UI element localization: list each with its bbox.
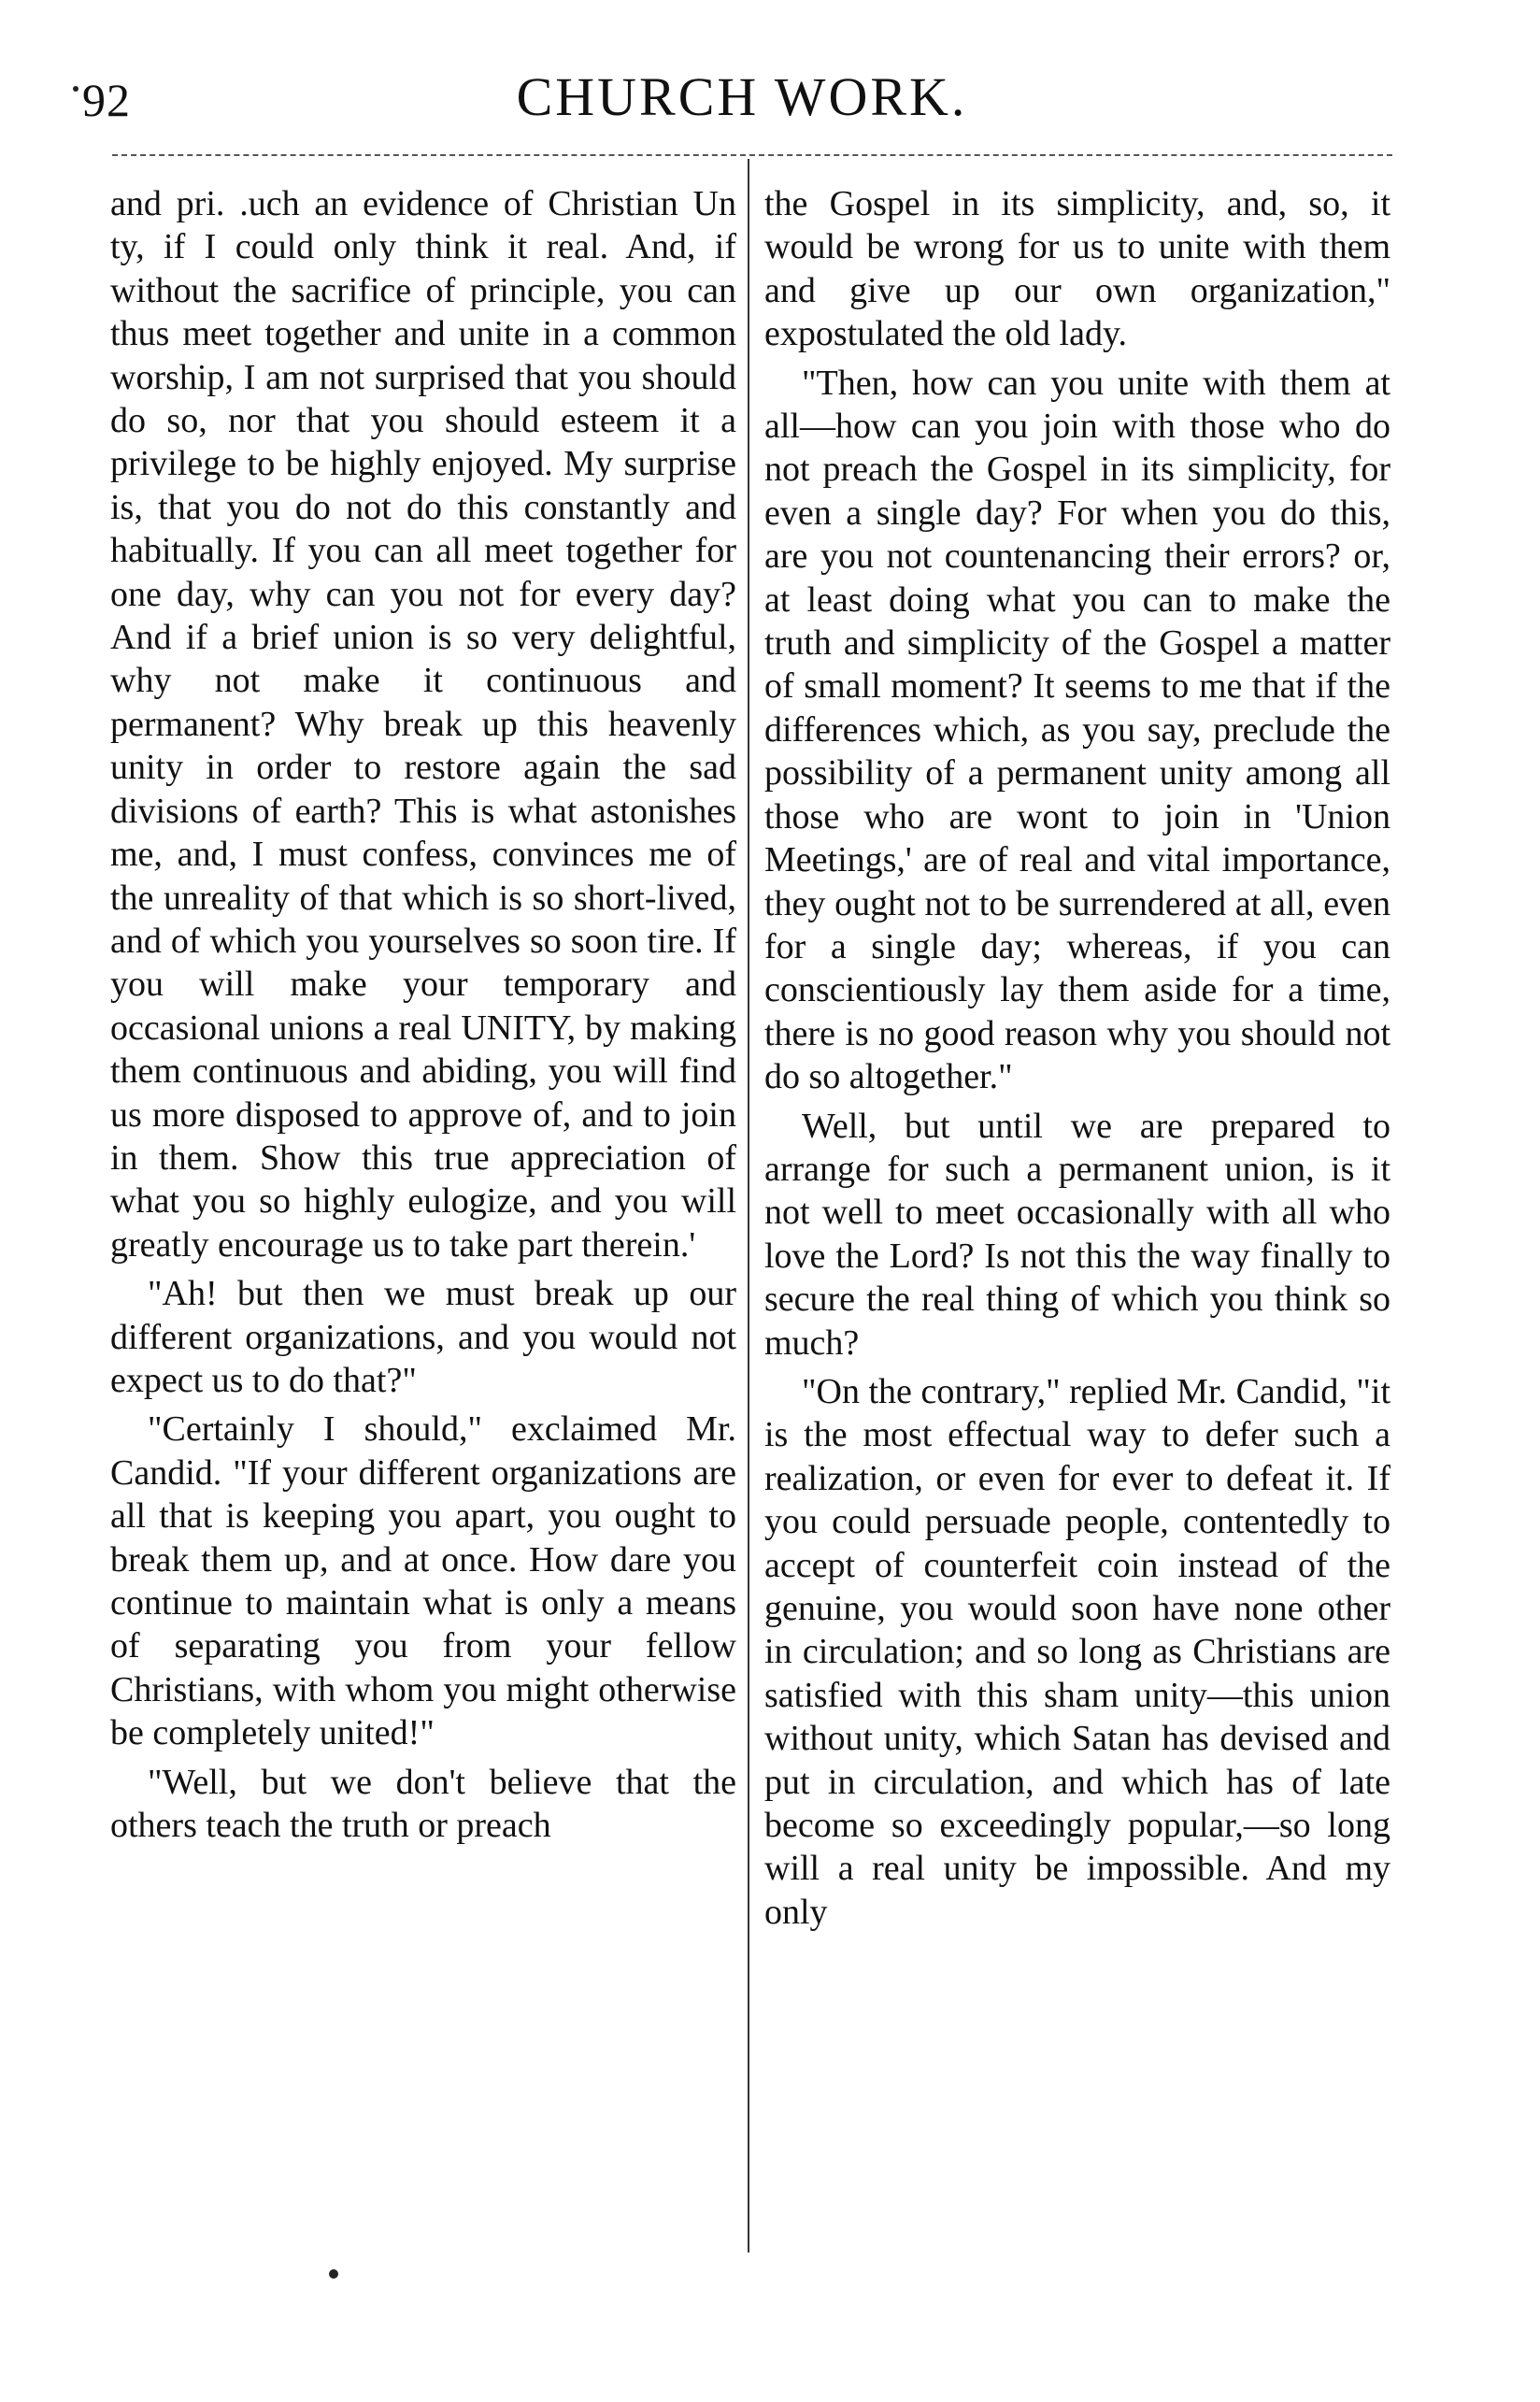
paragraph: "On the contrary," replied Mr. Candid, "it is the most effectual way to defer such a realization, or even for ever to defeat it. If you could persuade people, contentedly to accept of counterfeit coin instead of the genuine, you would soon have none other in circulation; and so long as Christians are satisfied with this sham unity—this union without unity, which Satan has devised and put in circulation, and which has of late become so exceedingly popular,—so long will a real unity be impossible. And my only <box>764 1371 1390 1932</box>
left-column <box>110 182 736 1847</box>
paragraph: "Ah! but then we must break up our different organizations, and you would not expect us to do that?" <box>110 1274 736 1400</box>
signature-mark <box>329 2269 338 2279</box>
right-column <box>764 182 1390 1934</box>
paragraph: "Well, but we don't believe that the others teach the truth or preach <box>110 1762 736 1846</box>
paragraph: "Certainly I should," exclaimed Mr. Candid. "If your different organizations are all that is keeping you apart, you ought to break them up, and at once. How dare you continue to maintain what is only a means of separating you from your fellow Christians, with whom you might otherwise be completely united!" <box>110 1409 736 1753</box>
ink-speck <box>73 86 78 92</box>
running-head: CHURCH WORK. <box>516 66 968 127</box>
paragraph: Well, but until we are prepared to arrange for such a permanent union, is it not well to meet occasionally with all who love the Lord? Is not this the way finally to secure the real thing of which you think so much? <box>764 1106 1390 1363</box>
paragraph: "Then, how can you unite with them at all—how can you join with those who do not preach the Gospel in its simplicity, for even a single day? For when you do this, are you not countenancing their errors? or, at least doing what you can to make the truth and simplicity of the Gospel a matter of small moment? It seems to me that if the differences which, as you say, preclude the possibility of a permanent unity among all those who are wont to join in 'Union Meetings,' are of real and vital importance, they ought not to be surrendered at all, even for a single day; whereas, if you can conscientiously lay them aside for a time, there is no good reason why you should not do so altogether." <box>764 363 1390 1097</box>
page-number: 92 <box>82 74 131 126</box>
paragraph: the Gospel in its simplicity, and, so, it would be wrong for us to unite with them and give up our own organization," expostulated the old lady. <box>764 184 1390 354</box>
paragraph: and pri. .uch an evidence of Christian Un ty, if I could only think it real. And, if without the sacrifice of principle, you can thus meet together and unite in a common worship, I am not surprised that you should do so, nor that you should esteem it a privilege to be highly enjoyed. My surprise is, that you do not do this constantly and habitually. If you can all meet together for one day, why can you not for every day? And if a brief union is so very delightful, why not make it continuous and permanent? Why break up this heavenly unity in order to restore again the sad divisions of earth? This is what astonishes me, and, I must confess, convinces me of the unreality of that which is so short-lived, and of which you yourselves so soon tire. If you will make your temporary and occasional unions a real UNITY, by making them continuous and abiding, you will find us more disposed to approve of, and to join in them. Show this true appreciation of what you so highly eulogize, and you will greatly encourage us to take part therein.' <box>110 184 736 1265</box>
column-divider <box>748 159 749 2252</box>
header-rule <box>112 154 1392 156</box>
page-header <box>82 65 1402 140</box>
